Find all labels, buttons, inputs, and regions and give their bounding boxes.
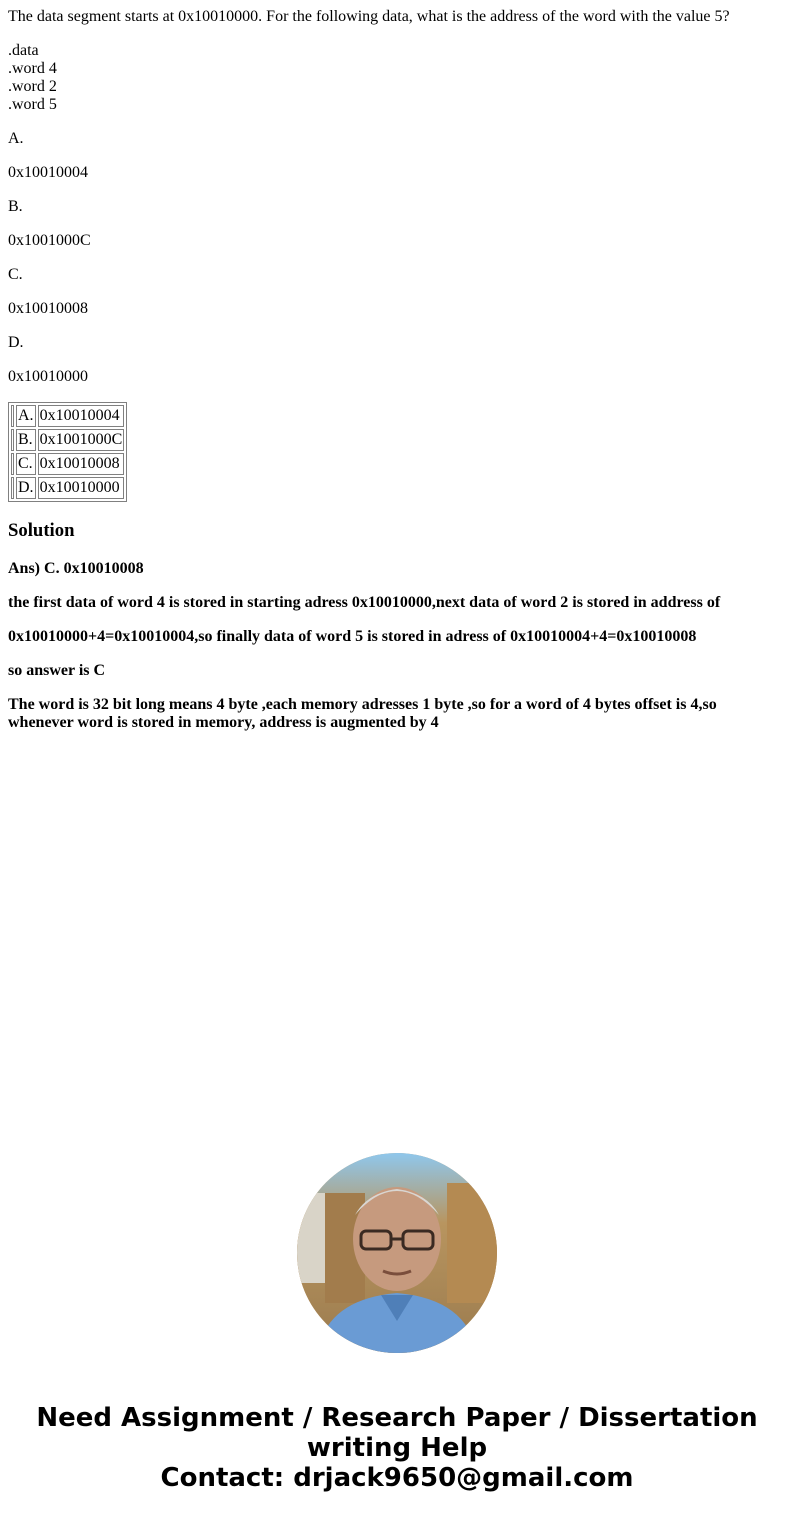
- option-b-value: 0x1001000C: [8, 232, 91, 249]
- question-prompt: The data segment starts at 0x10010000. For the following data, what is the address of the word with the value 5?: [8, 8, 730, 25]
- solution-paragraph: The word is 32 bit long means 4 byte ,each memory adresses 1 byte ,so for a word of 4 bytes offset is 4,so whenever word is stored in memory, address is augmented by 4: [8, 696, 717, 731]
- code-block: [8, 42, 786, 114]
- solution-paragraph: so answer is C: [8, 662, 106, 679]
- table-row: [11, 429, 124, 451]
- option-b-letter: B.: [8, 198, 23, 215]
- table-gutter-cell: [11, 477, 14, 499]
- table-cell-value: 0x10010000: [38, 477, 125, 499]
- option-a-value: 0x10010004: [8, 164, 88, 181]
- table-gutter-cell: [11, 429, 14, 451]
- table-row: [11, 405, 124, 427]
- table-cell-letter: D.: [16, 477, 36, 499]
- avatar: [297, 1153, 497, 1353]
- solution-answer: Ans) C. 0x10010008: [8, 560, 144, 577]
- option-c-value: 0x10010008: [8, 300, 88, 317]
- option-d-letter: D.: [8, 334, 24, 351]
- code-line: .word 4: [8, 60, 57, 77]
- code-line: .data: [8, 42, 39, 59]
- table-cell-value: 0x10010004: [38, 405, 125, 427]
- code-line: .word 2: [8, 78, 57, 95]
- solution-paragraph: the first data of word 4 is stored in starting adress 0x10010000,next data of word 2 is stored in address of: [8, 594, 721, 611]
- promo-banner: [0, 1403, 794, 1493]
- document-body: [8, 8, 786, 748]
- table-cell-letter: A.: [16, 405, 36, 427]
- table-cell-value: 0x1001000C: [38, 429, 125, 451]
- table-cell-letter: C.: [16, 453, 36, 475]
- table-gutter-cell: [11, 453, 14, 475]
- options-table: [8, 402, 127, 502]
- portrait-photo-icon: [297, 1153, 497, 1353]
- table-row: [11, 477, 124, 499]
- code-line: .word 5: [8, 96, 57, 113]
- option-c-letter: C.: [8, 266, 23, 283]
- solution-heading: Solution: [8, 520, 75, 541]
- table-row: [11, 453, 124, 475]
- promo-line: writing Help: [306, 1433, 488, 1463]
- option-a-letter: A.: [8, 130, 24, 147]
- option-d-value: 0x10010000: [8, 368, 88, 385]
- solution-paragraph: 0x10010000+4=0x10010004,so finally data of word 5 is stored in adress of 0x10010004+4=0x10010008: [8, 628, 697, 645]
- table-cell-letter: B.: [16, 429, 36, 451]
- table-cell-value: 0x10010008: [38, 453, 125, 475]
- promo-line: Need Assignment / Research Paper / Dissertation: [36, 1403, 758, 1433]
- promo-contact: Contact: drjack9650@gmail.com: [160, 1463, 634, 1493]
- table-gutter-cell: [11, 405, 14, 427]
